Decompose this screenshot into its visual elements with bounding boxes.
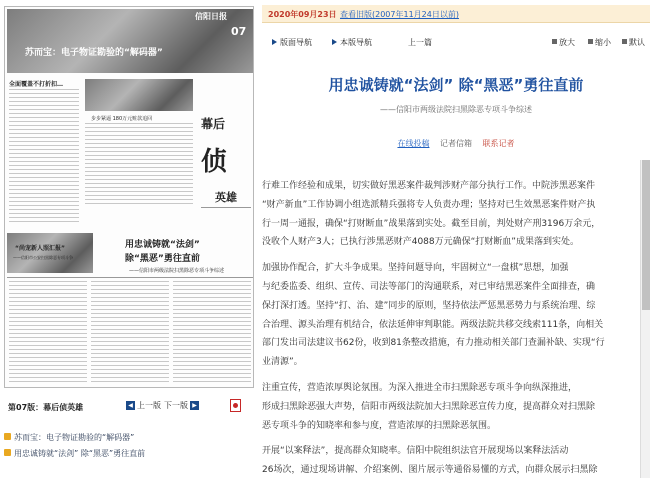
scrollbar[interactable] (640, 160, 650, 478)
paragraph-gap (262, 252, 648, 259)
column-title-2: 侦 (201, 147, 228, 177)
zoom-out-button[interactable]: 缩小 (588, 37, 611, 48)
default-size-button[interactable]: 默认 (622, 37, 645, 48)
scrollbar-thumb[interactable] (642, 160, 650, 310)
bottom-column-2 (91, 281, 169, 385)
pdf-icon[interactable] (230, 399, 241, 412)
article-text-line: 没收个人财产3人；已执行涉黑恶财产4088万元确保“打财断血”成果落到实处。 (262, 237, 579, 248)
bottom-column-1 (9, 281, 87, 385)
newspaper-page-thumbnail[interactable] (4, 6, 254, 388)
zoom-in-button[interactable]: 放大 (552, 37, 575, 48)
article-text-line: “财产新血”工作协调小组选派精兵强将专人负责办理；坚持对已生效黑恶案件财产执 (262, 199, 596, 210)
inner-subhead: ——信阳市两级法院扫黑除恶专项斗争综述 (129, 268, 225, 274)
column-title-1: 幕后 (201, 117, 226, 131)
banner-title: 苏而宝：电子物证勘验的“解码器” (25, 48, 163, 58)
middle-photo (85, 79, 193, 111)
article-body (262, 177, 648, 478)
article-panel (262, 0, 650, 478)
edition-bar (4, 398, 254, 416)
article-toolbar (262, 29, 650, 51)
left-column-text (9, 89, 79, 225)
column-title-3: 英雄 (215, 191, 237, 204)
box-photo (7, 233, 93, 273)
article-text-line: 与纪委监委、组织、宣传、司法等部门的沟通联系，对已审结黑恶案件全面排查，确 (262, 281, 596, 292)
middle-headline: 步步紧逼 180万元赃款追回 (91, 116, 153, 122)
online-submit-link[interactable]: 在线投稿 (397, 139, 430, 148)
left-column-head: 全面覆盖不打折扣… (9, 81, 64, 88)
box-subhead: ——信阳市公安扫黑除恶专项斗争 (13, 255, 73, 260)
inner-headline-2: 除“黑恶”勇往直前 (125, 254, 200, 264)
box-headline: “尚宠新人照汇报” (15, 245, 65, 252)
old-edition-link[interactable]: 查看旧版(2007年11月24日以前) (340, 10, 459, 19)
date-bar (262, 5, 650, 23)
article-text-line: 加强协作配合，扩大斗争成果。坚持问题导向，牢固树立“一盘棋”思想，加强 (262, 263, 569, 274)
article-text-line: 开展“以案释法”，提高群众知晓率。信阳中院组织法官开展现场以案释法活动 (262, 446, 569, 457)
zoom-out-icon (588, 39, 593, 44)
next-edition-link[interactable]: 下一版 ▶ (164, 400, 199, 411)
issue-date: 2020年09月23日 (268, 10, 337, 19)
bottom-column-3 (173, 281, 251, 385)
article-list (4, 432, 260, 464)
reporter-mailbox-link[interactable]: 记者信箱 (440, 139, 472, 148)
article-text-line: 部门发出司法建议书62份，收到81条整改措施，有力推动相关部门查漏补缺、实现“行 (262, 338, 605, 349)
paragraph-gap (262, 372, 648, 379)
article-text-line: 行难工作经验和成果，切实做好黑恶案件裁判涉财产部分执行工作。中院涉黑恶案件 (262, 181, 596, 191)
prev-edition-link[interactable]: ◀ 上一版 (126, 400, 161, 411)
masthead: 信阳日报 (195, 12, 227, 21)
article-text-line: 保打深打透。坚持“打、治、建”同步的原则，坚持依法严惩黑恶势力与系统治理、综 (262, 300, 596, 311)
list-item[interactable]: 苏而宝：电子物证勘验的“解码器” (4, 432, 260, 445)
arrow-left-icon: ◀ (126, 401, 135, 410)
section-nav-link[interactable]: 版面导航 (272, 37, 312, 48)
middle-column-text (85, 123, 193, 207)
page-number: 07 (231, 25, 247, 38)
article-text-line: 26场次，通过现场讲解、介绍案例、图片展示等通俗易懂的方式，向群众展示扫黑除 (262, 465, 598, 476)
arrow-right-icon: ▶ (190, 401, 199, 410)
article-tags (262, 138, 650, 149)
contact-reporter-link[interactable]: 联系记者 (482, 139, 515, 148)
article-text-line: 行一周一通报，确保“打财断血”战果落到实处。截至目前，判处财产刑3196万余元， (262, 218, 601, 229)
edition-nav-link[interactable]: 本版导航 (332, 37, 372, 48)
article-text-line: 形成扫黑除恶强大声势，信阳市两级法院加大扫黑除恶宣传力度，提高群众对扫黑除 (262, 401, 596, 412)
bullet-icon (4, 449, 11, 456)
list-item[interactable]: 用忠诚铸就“法剑” 除“黑恶”勇往直前 (4, 448, 260, 461)
article-subtitle: ——信阳市两级法院扫黑除恶专项斗争综述 (380, 105, 532, 114)
article-text-line: 注重宣传，营造浓厚舆论氛围。为深入推进全市扫黑除恶专项斗争向纵深推进， (262, 382, 578, 393)
article-text-line: 恶专项斗争的知晓率和参与度，营造浓厚的扫黑除恶氛围。 (262, 420, 497, 431)
article-title: 用忠诚铸就“法剑” 除“黑恶”勇往直前 (328, 76, 584, 94)
triangle-right-icon (332, 39, 337, 45)
zoom-in-icon (552, 39, 557, 44)
reset-icon (622, 39, 627, 44)
edition-label: 第07版：幕后侦英雄 (8, 403, 84, 412)
triangle-right-icon (272, 39, 277, 45)
page-preview-panel (0, 0, 262, 478)
article-text-line: 合治理、源头治理有机结合，依法延伸审判职能。两级法院共移交线索111条，向相关 (262, 319, 604, 330)
bullet-icon (4, 433, 11, 440)
prev-article-link[interactable]: 上一篇 (408, 38, 432, 47)
inner-headline-1: 用忠诚铸就“法剑” (125, 240, 200, 250)
paragraph-gap (262, 435, 648, 442)
article-text-line: 业清源”。 (262, 357, 303, 368)
